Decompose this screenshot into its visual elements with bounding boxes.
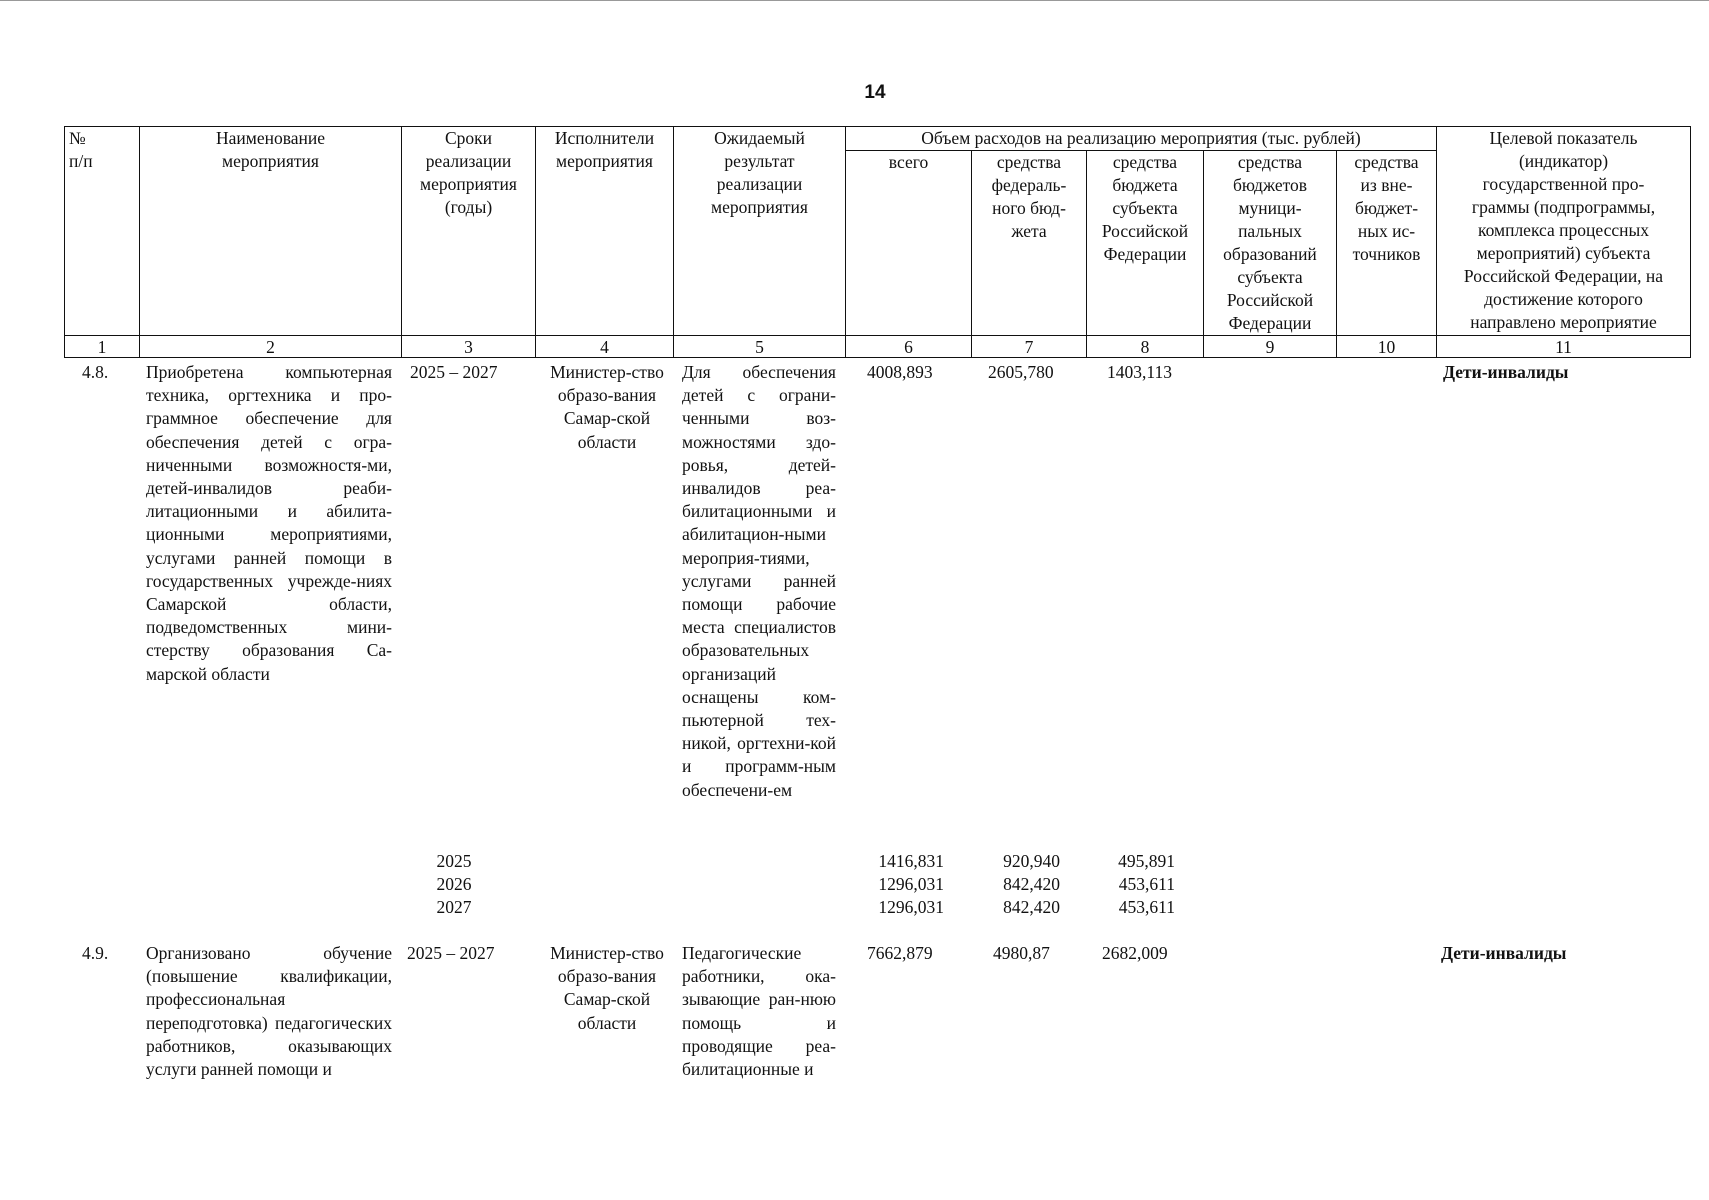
year-regional: 495,891 [1118, 851, 1175, 871]
year-regional: 453,611 [1118, 874, 1175, 895]
year-federal: 842,420 [1003, 874, 1060, 895]
row-total: 7662,879 [867, 943, 933, 963]
row-federal: 2605,780 [988, 362, 1054, 382]
year-federal: 842,420 [1003, 897, 1060, 918]
year-list [420, 850, 488, 920]
column-number: 8 [1087, 336, 1204, 358]
column-number: 4 [536, 336, 674, 358]
column-number: 7 [972, 336, 1087, 358]
row-regional: 2682,009 [1102, 943, 1168, 963]
program-table-header [64, 126, 1691, 358]
header-executors: Исполнители мероприятия [536, 127, 674, 336]
year-total: 1296,031 [878, 897, 944, 918]
header-indicator: Целевой показатель (индикатор) государственной про- граммы (подпрограммы, комплекса процессных мероприятий) субъекта Российской Федерации, на достижение которого направлено мероприятие [1437, 127, 1691, 336]
year: 2025 [436, 851, 472, 871]
row-indicator: Дети-инвалиды [1443, 362, 1569, 382]
column-number: 9 [1204, 336, 1337, 358]
year-federal: 920,940 [1003, 851, 1060, 871]
header-name: Наименование мероприятия [140, 127, 402, 336]
header-regional: средства бюджета субъекта Российской Федерации [1087, 151, 1204, 336]
header-period: Сроки реализации мероприятия (годы) [402, 127, 536, 336]
header-extra: средства из вне- бюджет- ных ис- точников [1337, 151, 1437, 336]
row-name: Организовано обучение (повышение квалификации, профессиональная переподготовка) педагогических работников, оказывающих услуги ранней помощи и [146, 943, 392, 1080]
column-number: 10 [1337, 336, 1437, 358]
column-number: 1 [65, 336, 140, 358]
year-regional: 453,611 [1118, 897, 1175, 918]
header-federal: средства федераль- ного бюд- жета [972, 151, 1087, 336]
row-result: Педагогические работники, ока-зывающие ран-нюю помощь и проводящие реа-билитационные и [682, 943, 836, 1080]
year-total: 1296,031 [878, 874, 944, 895]
column-number: 2 [140, 336, 402, 358]
header-total: всего [846, 151, 972, 336]
column-number: 3 [402, 336, 536, 358]
header-result: Ожидаемый результат реализации мероприятия [674, 127, 846, 336]
row-number: 4.8. [82, 362, 109, 382]
year-federal-list [980, 850, 1060, 920]
row-period: 2025 – 2027 [407, 943, 495, 963]
header-expenses-group: Объем расходов на реализацию мероприятия (тыс. рублей) [846, 127, 1437, 151]
column-number: 11 [1437, 336, 1691, 358]
year-regional-list [1100, 850, 1175, 920]
page-number: 14 [864, 82, 886, 103]
row-executors: Министер-ство образо-вания Самар-ской области [550, 943, 664, 1033]
scan-top-edge [0, 0, 1709, 1]
year: 2026 [436, 874, 472, 895]
column-number: 6 [846, 336, 972, 358]
row-period: 2025 – 2027 [410, 362, 498, 382]
row-federal: 4980,87 [993, 943, 1050, 963]
row-name: Приобретена компьютерная техника, оргтехника и про-граммное обеспечение для обеспечения детей с огра-ниченными возможностя-ми, детей-инвалидов реаби-литационными и абилита-ционными мероприятиями, услугами ранней помощи в государственных учрежде-ниях Самарской области, подведомственных мини-стерству образования Са-марской области [146, 362, 392, 684]
column-number: 5 [674, 336, 846, 358]
row-number: 4.9. [82, 943, 109, 963]
row-indicator: Дети-инвалиды [1441, 943, 1567, 963]
row-total: 4008,893 [867, 362, 933, 382]
year: 2027 [436, 897, 472, 918]
header-num: № п/п [65, 127, 140, 336]
row-regional: 1403,113 [1107, 362, 1172, 382]
header-municipal: средства бюджетов муници- пальных образований субъекта Российской Федерации [1204, 151, 1337, 336]
row-result: Для обеспечения детей с ограни-ченными воз-можностями здо-ровья, детей-инвалидов реа-билитационными и абилитацион-ными мероприя-тиями, услугами ранней помощи рабочие места специалистов образовательных организаций оснащены ком-пьютерной тех-никой, оргтехни-кой и программ-ным обеспечени-ем [682, 362, 836, 800]
year-total: 1416,831 [878, 851, 944, 871]
year-total-list [862, 850, 944, 920]
row-executors: Министер-ство образо-вания Самар-ской области [550, 362, 664, 452]
